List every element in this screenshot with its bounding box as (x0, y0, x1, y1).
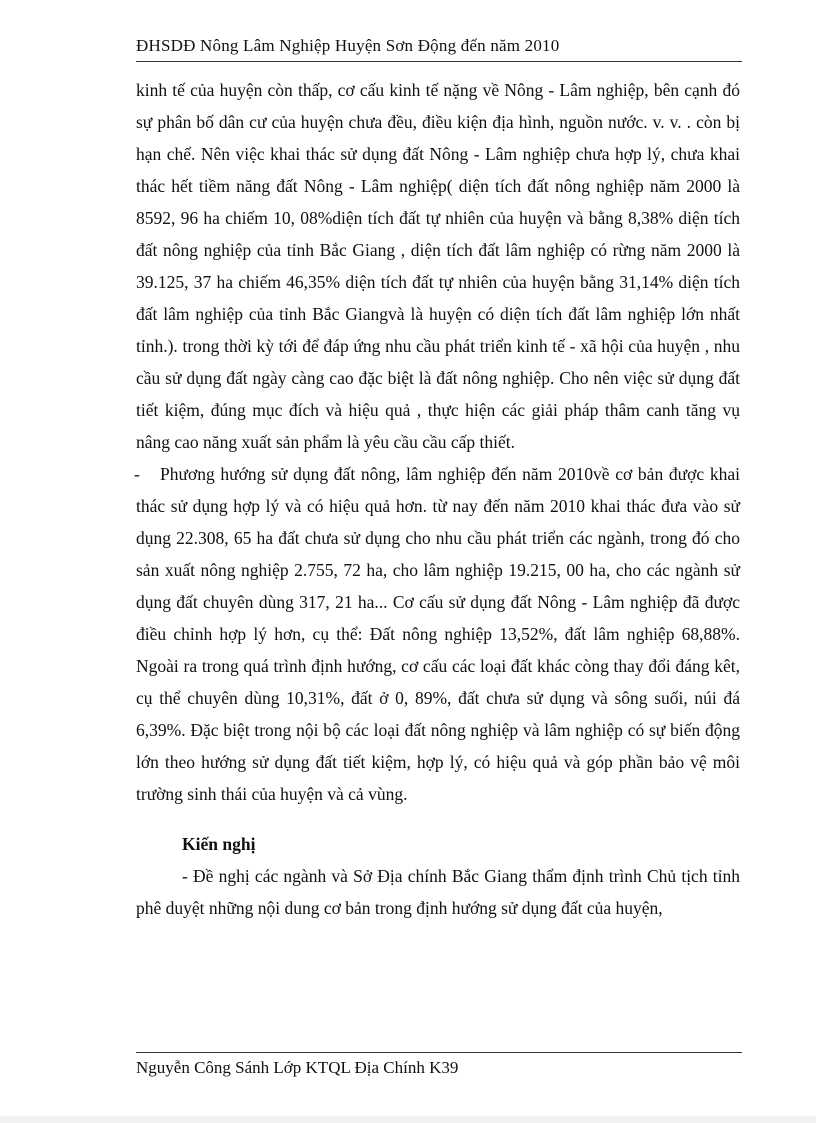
document-body (136, 74, 740, 924)
paragraph-direction (136, 458, 740, 810)
recommendation-paragraph: - Đề nghị các ngành và Sở Địa chính Bắc Giang thẩm định trình Chủ tịch tỉnh phê duyệt những nội dung cơ bản trong định hướng sử dụng đất của huyện, (136, 866, 740, 918)
section-heading: Kiến nghị (182, 834, 256, 854)
paragraph-continued: kinh tế của huyện còn thấp, cơ cấu kinh tế nặng về Nông - Lâm nghiệp, bên cạnh đó sự phân bố dân cư của huyện chưa đều, điều kiện địa hình, nguồn nước. v. v. . còn bị hạn chế. Nên việc khai thác sử dụng đất Nông - Lâm nghiệp chưa hợp lý, chưa khai thác hết tiềm năng đất Nông - Lâm nghiệp( diện tích đất nông nghiệp năm 2000 là 8592, 96 ha chiếm 10, 08%diện tích đất tự nhiên của huyện và bằng 8,38% diện tích đất nông nghiệp của tỉnh Bắc Giang , diện tích đất lâm nghiệp có rừng năm 2000 là 39.125, 37 ha chiếm 46,35% diện tích đất tự nhiên của huyện bằng 31,14% diện tích đất lâm nghiệp của tỉnh Bắc Giangvà là huyện có diện tích đất lâm nghiệp lớn nhất tỉnh.). trong thời kỳ tới để đáp ứng nhu cầu phát triển kinh tế - xã hội của huyện , nhu cầu sử dụng đất ngày càng cao đặc biệt là đất nông nghiệp. Cho nên việc sử dụng đất tiết kiệm, đúng mục đích và hiệu quả , thực hiện các giải pháp thâm canh tăng vụ nâng cao năng xuất sản phẩm là yêu cầu cầu cấp thiết. (136, 80, 740, 452)
header-rule (136, 61, 742, 62)
page-footer-author: Nguyễn Công Sánh Lớp KTQL Địa Chính K39 (136, 1058, 459, 1077)
page-bottom-edge (0, 1116, 816, 1123)
paragraph-direction-text: Phương hướng sử dụng đất nông, lâm nghiệp đến năm 2010về cơ bản được khai thác sử dụng hợp lý và có hiệu quả hơn. từ nay đến năm 2010 khai thác đưa vào sử dụng 22.308, 65 ha đất chưa sử dụng cho nhu cầu phát triển các ngành, trong đó cho sản xuất nông nghiệp 2.755, 72 ha, cho lâm nghiệp 19.215, 00 ha, cho các ngành sử dụng đất chuyên dùng 317, 21 ha... Cơ cấu sử dụng đất Nông - Lâm nghiệp đã được điều chỉnh hợp lý hơn, cụ thể: Đất nông nghiệp 13,52%, đất lâm nghiệp 68,88%. Ngoài ra trong quá trình định hướng, cơ cấu các loại đất khác còng thay đổi đáng kêt, cụ thể chuyên dùng 10,31%, đất ở 0, 89%, đất chưa sử dụng và sông suối, núi đá 6,39%. Đặc biệt trong nội bộ các loại đất nông nghiệp và lâm nghiệp có sự biến động lớn theo hướng sử dụng đất tiết kiệm, hợp lý, có hiệu quả và góp phần bảo vệ môi trường sinh thái của huyện và cả vùng. (136, 464, 740, 804)
bullet-dash: - (134, 464, 140, 484)
page-header-title: ĐHSDĐ Nông Lâm Nghiệp Huyện Sơn Động đến năm 2010 (136, 36, 560, 55)
footer-rule (136, 1052, 742, 1053)
